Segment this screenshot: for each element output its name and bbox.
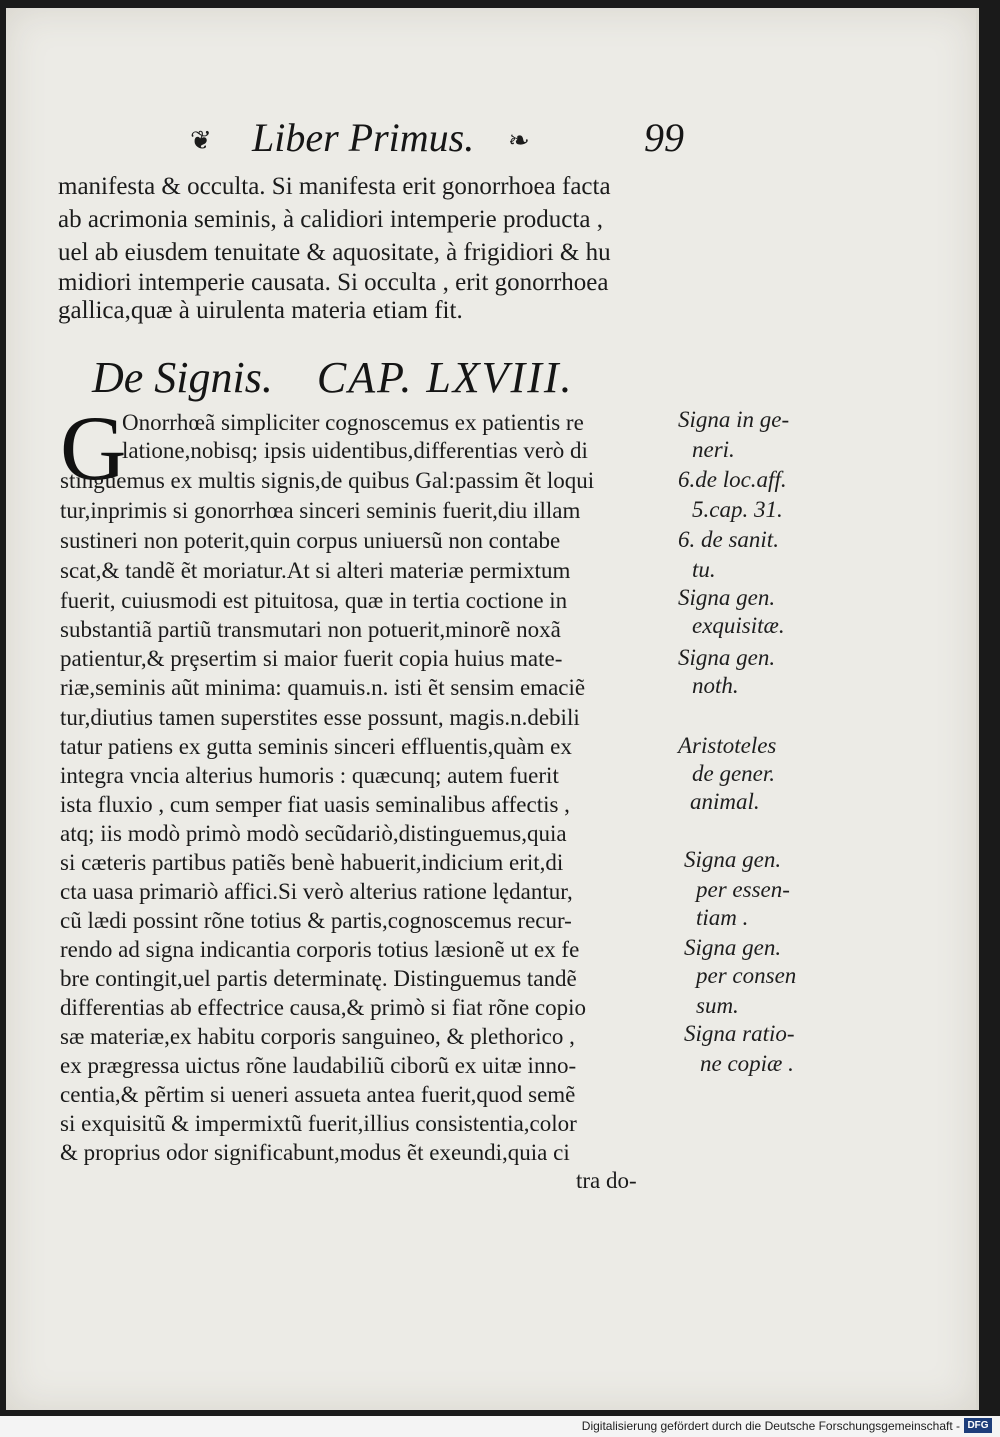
- margin-note: exquisitæ.: [692, 613, 785, 638]
- margin-note: per essen-: [696, 877, 790, 902]
- body-line: bre contingit,uel partis determinatę. Distinguemus tandẽ: [60, 966, 577, 991]
- running-head: [190, 108, 710, 168]
- body-line: centia,& pẽrtim si ueneri assueta antea fuerit,quod semẽ: [60, 1082, 576, 1107]
- margin-note: tiam .: [696, 905, 749, 930]
- intro-line: manifesta & occulta. Si manifesta erit gonorrhoea facta: [58, 173, 611, 200]
- ornament-right-icon: ❧: [508, 126, 530, 155]
- body-line: atq; iis modò primò modò secũdariò,distinguemus,quia: [60, 821, 567, 846]
- margin-note: per consen: [696, 963, 797, 988]
- body-line: tur,diutius tamen superstites esse possunt, magis.n.debili: [60, 705, 580, 730]
- body-line: differentias ab effectrice causa,& primò si fiat rõne copio: [60, 995, 587, 1020]
- body-line: substantiã partiũ transmutari non potuerit,minorẽ noxã: [60, 617, 561, 642]
- body-line: cta uasa primariò affici.Si verò alterius ratione lędantur,: [60, 879, 573, 904]
- body-line: riæ,seminis aũt minima: quamuis.n. isti ẽt sensim emaciẽ: [60, 675, 586, 700]
- body-line: latione,nobisq; ipsis uidentibus,differentias verò di: [122, 438, 588, 463]
- margin-note: ne copiæ .: [700, 1051, 794, 1076]
- chapter-heading: [92, 352, 574, 403]
- body-line: patientur,& prȩsertim si maior fuerit copia huius mate-: [60, 646, 563, 671]
- catchword: tra do-: [576, 1168, 637, 1193]
- margin-note: Signa gen.: [684, 935, 782, 960]
- margin-note: Signa ratio-: [684, 1021, 795, 1046]
- intro-line: ab acrimonia seminis, à calidiori intemperie producta ,: [58, 206, 603, 233]
- margin-note: 5.cap. 31.: [692, 497, 783, 522]
- body-line: tur,inprimis si gonorrhœa sinceri seminis fuerit,diu illam: [60, 498, 581, 523]
- margin-note: 6.de loc.aff.: [678, 467, 787, 492]
- drop-capital: G: [60, 397, 127, 499]
- margin-note: tu.: [692, 557, 716, 582]
- body-line: scat,& tandẽ ẽt moriatur.At si alteri materiæ permixtum: [60, 558, 571, 583]
- margin-note: animal.: [690, 789, 760, 814]
- margin-note: Signa gen.: [678, 585, 776, 610]
- body-line: sæ materiæ,ex habitu corporis sanguineo, & plethorico ,: [60, 1024, 575, 1049]
- margin-note: Signa gen.: [678, 645, 776, 670]
- ornament-left-icon: ❦: [190, 126, 212, 155]
- dfg-logo: DFG: [964, 1418, 992, 1433]
- body-line: integra vncia alterius humoris : quæcunq; autem fuerit: [60, 763, 559, 788]
- margin-note: neri.: [692, 437, 735, 462]
- body-line: fuerit, cuiusmodi est pituitosa, quæ in tertia coctione in: [60, 588, 568, 613]
- intro-line: uel ab eiusdem tenuitate & aquositate, à frigidiori & hu: [58, 239, 611, 266]
- intro-line: midiori intemperie causata. Si occulta , erit gonorrhoea: [58, 269, 609, 296]
- margin-note: Signa gen.: [684, 847, 782, 872]
- chapter-title: De Signis.: [92, 353, 273, 402]
- margin-note: Aristoteles: [678, 733, 777, 758]
- body-line: tatur patiens ex gutta seminis sinceri effluentis,quàm ex: [60, 734, 572, 759]
- running-title: Liber Primus.: [252, 115, 475, 160]
- body-line: ex prægressa uictus rõne laudabiliũ ciborũ ex uitæ inno-: [60, 1053, 577, 1078]
- body-line: si cæteris partibus patiẽs benè habuerit,indicium erit,di: [60, 850, 564, 875]
- body-line: sustineri non poterit,quin corpus uniuersũ non contabe: [60, 528, 561, 553]
- intro-line: gallica,quæ à uirulenta materia etiam fit.: [58, 297, 463, 324]
- margin-note: de gener.: [692, 761, 776, 786]
- margin-note: 6. de sanit.: [678, 527, 779, 552]
- body-line: rendo ad signa indicantia corporis totius læsionẽ ut ex fe: [60, 937, 580, 962]
- margin-note: noth.: [692, 673, 739, 698]
- body-line: & proprius odor significabunt,modus ẽt exeundi,quia ci: [60, 1140, 570, 1165]
- body-line: si exquisitũ & impermixtũ fuerit,illius consistentia,color: [60, 1111, 577, 1136]
- margin-note: Signa in ge-: [678, 407, 790, 432]
- folio-number: 99: [644, 115, 684, 160]
- body-line: stinguemus ex multis signis,de quibus Gal:passim ẽt loqui: [60, 468, 595, 493]
- body-line: cũ lædi possint rõne totius & partis,cognoscemus recur-: [60, 908, 572, 933]
- body-line: Onorrhœã simpliciter cognoscemus ex patientis re: [122, 410, 584, 435]
- chapter-number: CAP. LXVIII.: [316, 353, 574, 402]
- margin-note: sum.: [696, 993, 739, 1018]
- digitization-credit: Digitalisierung gefördert durch die Deutsche Forschungsgemeinschaft -: [581, 1419, 960, 1433]
- body-line: ista fluxio , cum semper fiat uasis seminalibus affectis ,: [60, 792, 570, 817]
